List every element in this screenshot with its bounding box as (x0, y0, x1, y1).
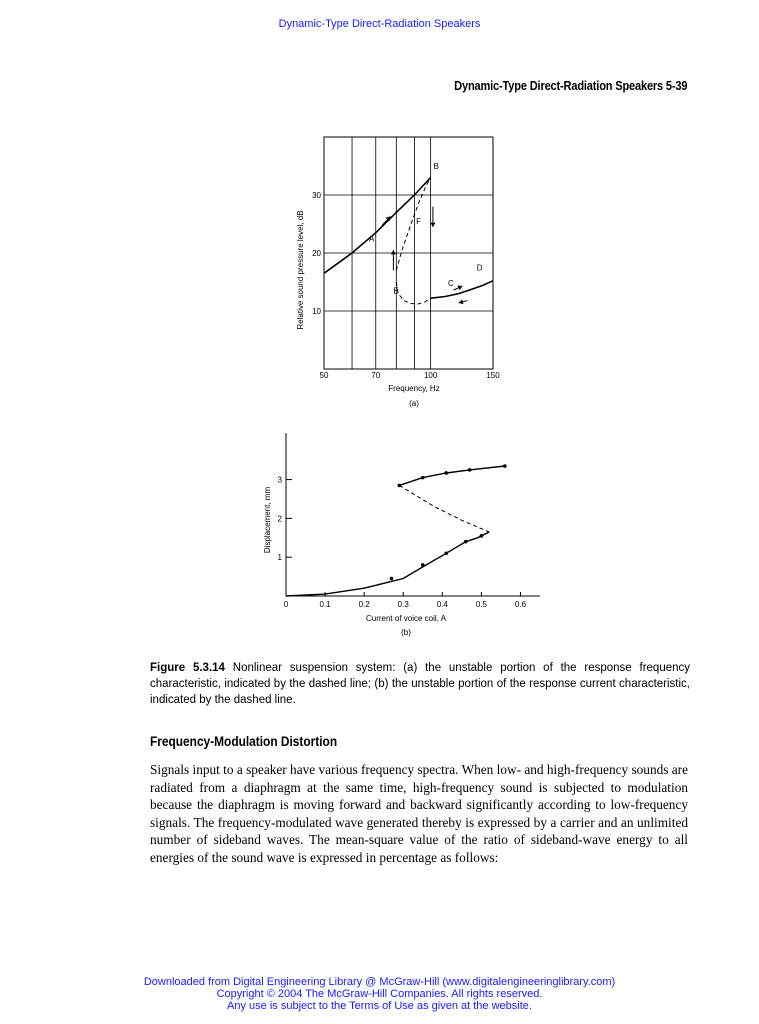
x-tick-label: 70 (371, 371, 381, 380)
x-tick-label: 0.2 (358, 600, 370, 609)
arrow-b-down-head (430, 223, 435, 227)
figure-b-xlabel: Current of voice coil, A (365, 614, 447, 623)
y-tick-label: 10 (312, 307, 321, 316)
arrow-e-up-head (391, 250, 396, 254)
data-point (468, 468, 472, 472)
figure-caption (150, 660, 690, 708)
x-tick-label: 100 (423, 371, 438, 380)
footer-terms-link[interactable]: Any use is subject to the Terms of Use as given at the website. (227, 1000, 532, 1012)
data-point (444, 552, 448, 556)
header-link[interactable]: Dynamic-Type Direct-Radiation Speakers (278, 18, 481, 30)
footer-download-link[interactable]: Downloaded from Digital Engineering Library @ McGraw-Hill (www.digitalengineeringlibrary.com) (143, 976, 616, 988)
point-label-c: C (448, 279, 454, 289)
x-tick-label: 0.3 (397, 600, 409, 609)
running-head: Dynamic-Type Direct-Radiation Speakers 5-39 (453, 78, 687, 93)
series-line-3 (431, 281, 493, 298)
series-line-1 (399, 466, 505, 485)
x-tick-label: 50 (319, 371, 329, 380)
point-label-e: E (393, 286, 399, 296)
figure-a (280, 125, 520, 415)
data-point (398, 484, 402, 488)
body-paragraph: Signals input to a speaker have various frequency spectra. When low- and high-frequency sounds are radiated from a diaphragm at the same time, high-frequency sound is subjected to modulation because the diaphragm is moving forward and backward significantly according to low-frequency signals. The frequency-modulated wave generated thereby is expressed by a carrier and an unlimited number of sideband waves. The mean-square value of the ratio of sideband-wave energy to all energies of the sound wave is expressed in percentage as follows: (150, 762, 688, 865)
figure-number: Figure 5.3.14 (150, 662, 225, 674)
data-point (464, 540, 468, 544)
figure-a-panel-label: (a) (409, 399, 419, 408)
figure-a-ylabel: Relative sound pressure level, dB (296, 210, 305, 330)
y-tick-label: 20 (312, 249, 321, 258)
y-tick-label: 30 (312, 191, 321, 200)
section-heading: Frequency-Modulation Distortion (150, 733, 338, 749)
y-tick-label: 3 (277, 475, 282, 485)
footer-copyright: Copyright © 2004 The McGraw-Hill Companies. All rights reserved. (216, 988, 543, 1000)
figure-b-ticks (278, 476, 527, 609)
x-tick-label: 150 (486, 371, 500, 380)
data-point (390, 577, 394, 581)
point-label-d: D (476, 263, 483, 273)
x-tick-label: 0.1 (319, 600, 331, 609)
data-point (421, 476, 425, 480)
series-line-0 (286, 532, 489, 596)
data-point (480, 534, 484, 538)
figure-a-curves (324, 178, 493, 305)
series-line-1 (396, 178, 430, 271)
series-line-2 (399, 485, 489, 532)
figure-a-xlabel: Frequency, Hz (388, 384, 440, 393)
x-tick-label: 0 (283, 600, 289, 609)
y-tick-label: 2 (277, 514, 282, 524)
x-tick-label: 0.5 (475, 600, 487, 609)
figure-b-ylabel: Displacement, mm (263, 486, 272, 554)
data-point (503, 464, 507, 468)
figure-b-panel-label: (b) (401, 628, 411, 637)
point-label-f: F (416, 217, 422, 226)
x-tick-label: 0.4 (436, 600, 448, 609)
arrow-d-left-head (459, 299, 464, 304)
series-line-2 (396, 282, 430, 304)
data-point (444, 471, 448, 475)
point-label-a: A (369, 234, 375, 244)
figure-caption-text: Nonlinear suspension system: (a) the unstable portion of the response frequency characteristic, indicated by the dashed line; (b) the unstable portion of the response current characteristic, indicated by the dashed line. (150, 662, 691, 706)
figure-b-curves (286, 464, 507, 596)
figure-b-axes (286, 433, 540, 596)
footer (0, 976, 759, 1012)
figure-b (255, 425, 555, 645)
point-label-b: B (433, 161, 440, 171)
x-tick-label: 0.6 (514, 600, 527, 609)
y-tick-label: 1 (277, 553, 282, 563)
figure-a-grid (324, 137, 493, 369)
data-point (421, 563, 425, 567)
